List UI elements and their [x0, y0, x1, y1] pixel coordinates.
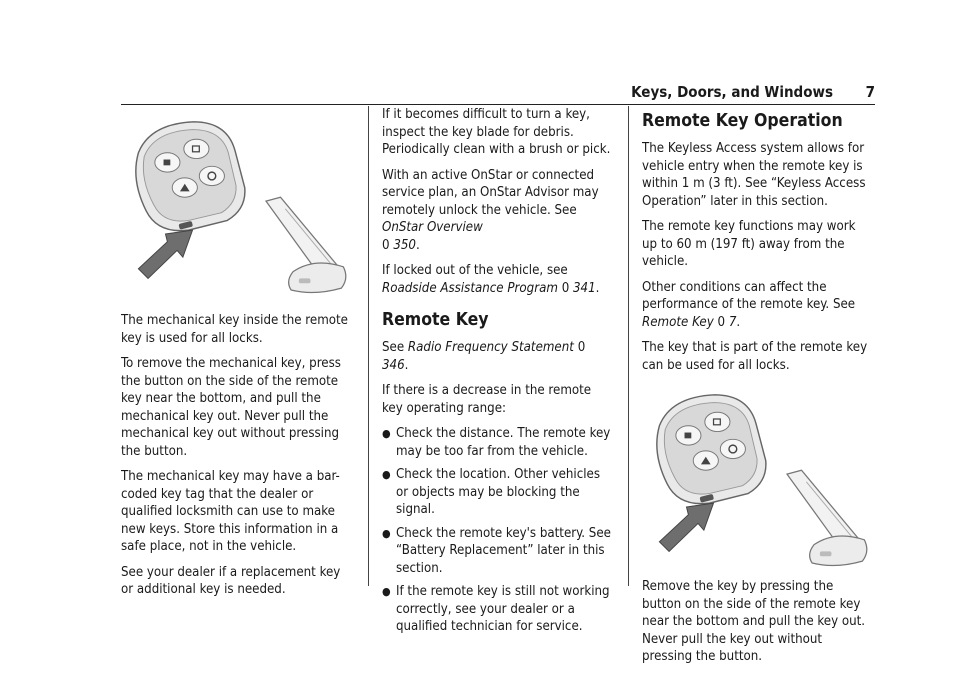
paragraph-text: With an active OnStar or connected service plan, an OnStar Advisor may remotely unlock the vehicle. See [382, 167, 599, 218]
xref-roadside-assistance[interactable]: Roadside Assistance Program [382, 280, 558, 296]
xref-page[interactable]: 7 [728, 314, 737, 330]
paragraph: The mechanical key inside the remote key is used for all locks. [121, 313, 348, 346]
column-1 [121, 106, 353, 607]
page-number: 7 [865, 83, 875, 101]
bullet-icon: ● [382, 468, 391, 481]
paragraph [382, 262, 614, 297]
remote-key-icon [121, 106, 353, 302]
paragraph: The remote key functions may work up to 60 m (197 ft) away from the vehicle. [642, 219, 856, 269]
paragraph: If there is a decrease in the remote key operating range: [382, 383, 592, 416]
paragraph [382, 167, 614, 255]
paragraph: If it becomes difficult to turn a key, inspect the key blade for debris. Periodically clean with a brush or pick. [382, 107, 611, 157]
list-item [382, 525, 614, 578]
page-ref-arrow-icon: 0 [382, 237, 390, 253]
column-2 [382, 106, 614, 644]
column-divider [368, 106, 369, 586]
paragraph: The Keyless Access system allows for vehicle entry when the remote key is within 1 m (3 ft). See “Keyless Access Operation” later in this section. [642, 141, 866, 209]
paragraph-text: Other conditions can affect the performance of the remote key. See [642, 279, 856, 312]
period: . [415, 237, 420, 253]
paragraph: Remove the key by pressing the button on the side of the remote key near the bottom and pull the key out. Never pull the key out without pressing the button. [642, 579, 866, 664]
bullet-icon: ● [382, 585, 391, 598]
paragraph: The key that is part of the remote key can be used for all locks. [642, 340, 868, 373]
paragraph: The mechanical key may have a bar-coded key tag that the dealer or qualified locksmith can use to make new keys. Store this information in a safe place, not in the vehicle. [121, 469, 340, 554]
paragraph-text: See [382, 340, 408, 355]
section-heading: Remote Key Operation [642, 111, 843, 131]
page-ref-arrow-icon: 0 [717, 314, 726, 330]
list-item-text: Check the location. Other vehicles or objects may be blocking the signal. [396, 467, 601, 517]
page-ref-arrow-icon: 0 [561, 280, 570, 296]
paragraph: To remove the mechanical key, press the button on the side of the remote key near the bottom, and pull the mechanical key out. Never pull the mechanical key out without pressing the button. [121, 356, 341, 459]
column-divider [628, 106, 629, 586]
section-heading: Remote Key [382, 310, 489, 330]
list-item [382, 425, 614, 460]
xref-onstar-overview[interactable]: OnStar Overview [382, 220, 483, 235]
paragraph-text: If locked out of the vehicle, see [382, 263, 568, 278]
list-item-text: If the remote key is still not working correctly, see your dealer or a qualified technician for service. [396, 584, 610, 634]
bullet-list [382, 425, 614, 636]
bullet-icon: ● [382, 427, 391, 440]
list-item-text: Check the remote key's battery. See “Battery Replacement” later in this section. [396, 525, 611, 576]
period: . [736, 314, 741, 330]
page-ref-arrow-icon: 0 [577, 340, 586, 355]
paragraph [642, 279, 874, 332]
xref-remote-key[interactable]: Remote Key [642, 314, 714, 330]
xref-page[interactable]: 350 [393, 237, 416, 253]
paragraph: See your dealer if a replacement key or additional key is needed. [121, 564, 341, 597]
xref-page[interactable]: 341 [573, 280, 596, 296]
period: . [404, 357, 409, 373]
xref-page[interactable]: 346 [382, 357, 405, 373]
section-title: Keys, Doors, and Windows [631, 83, 833, 101]
page-header [121, 80, 875, 105]
list-item [382, 466, 614, 519]
bullet-icon: ● [382, 526, 391, 540]
xref-radio-frequency[interactable]: Radio Frequency Statement [407, 340, 574, 355]
list-item [382, 583, 614, 636]
paragraph [382, 339, 614, 374]
remote-key-icon [642, 382, 874, 572]
column-3 [642, 106, 874, 674]
list-item-text: Check the distance. The remote key may be too far from the vehicle. [396, 426, 611, 459]
period: . [595, 280, 600, 296]
